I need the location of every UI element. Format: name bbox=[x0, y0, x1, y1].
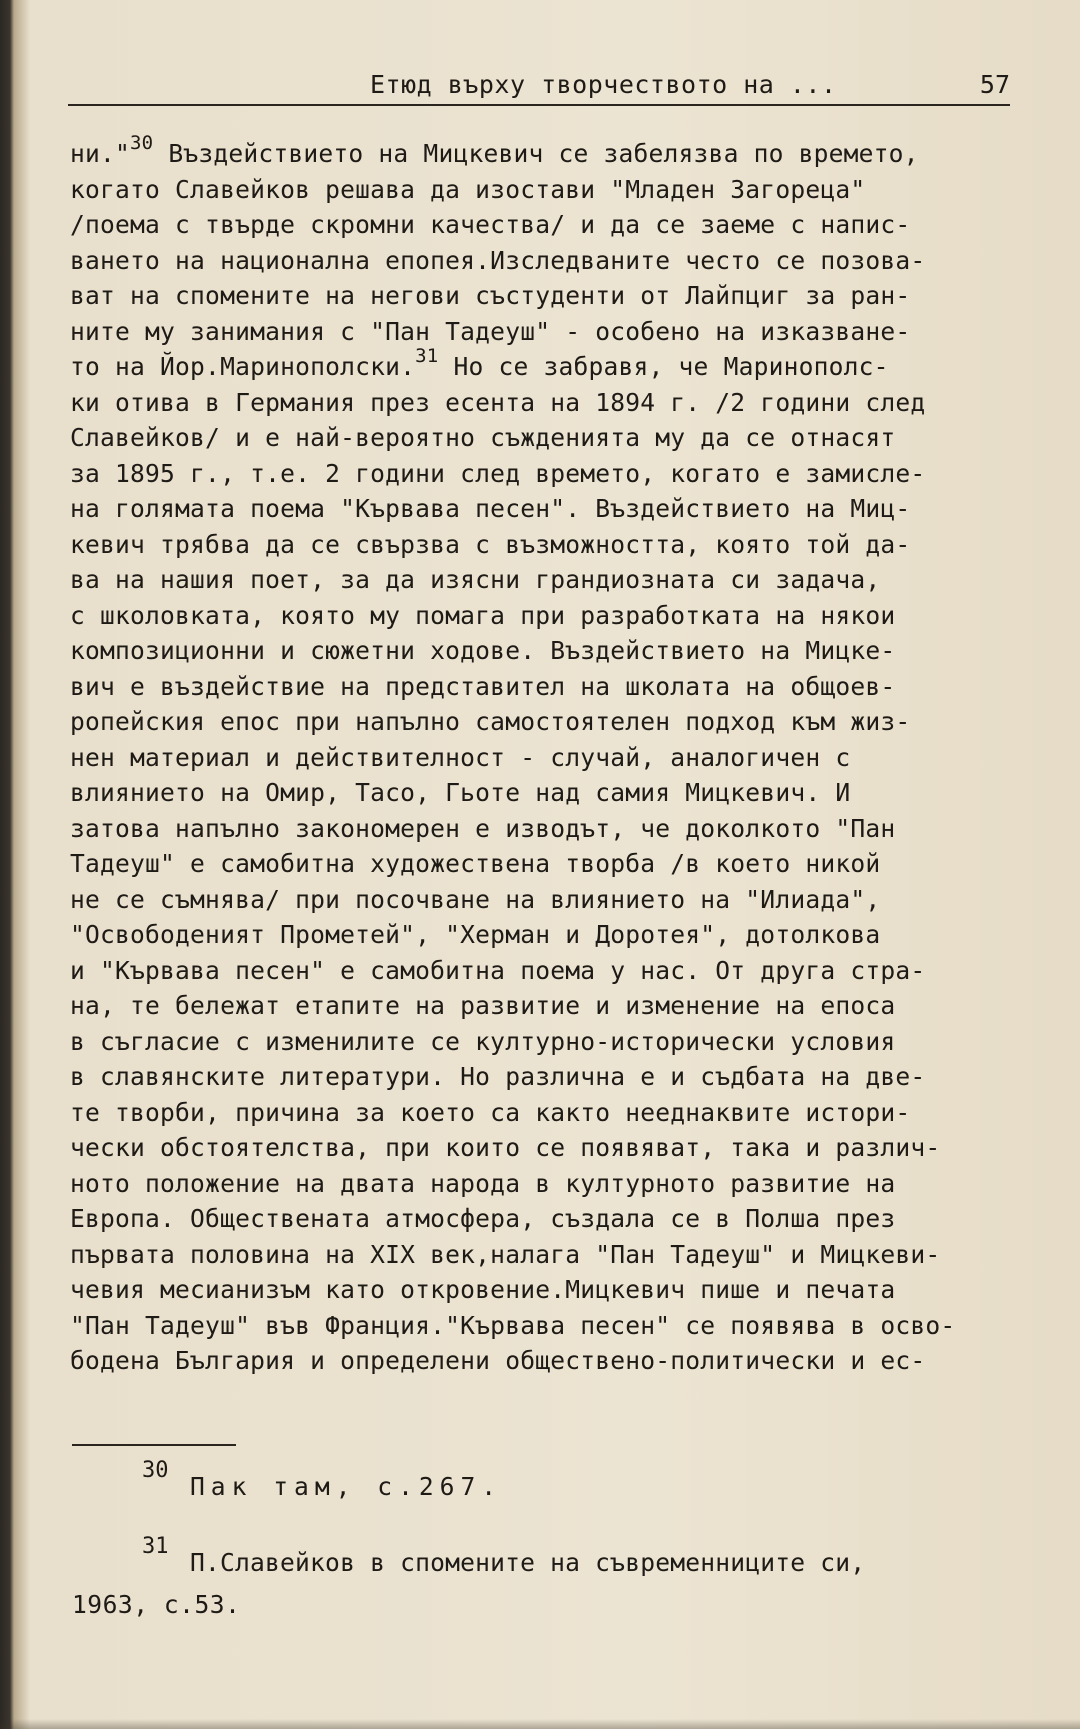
text-line: за 1895 г., т.е. 2 години след времето, когато е замисле- bbox=[70, 458, 926, 488]
running-header-title: Етюд върху творчеството на ... bbox=[370, 70, 837, 99]
body-text bbox=[70, 131, 1030, 1379]
text-line: Славейков/ и е най-вероятно съжденията му да се отнасят bbox=[70, 423, 896, 452]
footnote-separator bbox=[72, 1444, 236, 1446]
text-line: в съгласие с изменилите се културно-исторически условия bbox=[70, 1026, 896, 1056]
text-line: влиянието на Омир, Тасо, Гьоте над самия Мицкевич. И bbox=[70, 778, 851, 807]
text-line: на, те бележат етапите на развитие и изменение на епоса bbox=[70, 991, 896, 1020]
text-line: ването на национална епопея.Изследваните често се позова- bbox=[70, 245, 926, 275]
text-line: чевия месианизъм като откровение.Мицкевич пише и печата bbox=[70, 1275, 896, 1304]
text-segment: Но се забравя, че Маринополс- bbox=[438, 352, 889, 381]
text-line: Европа. Обществената атмосфера, създала се в Полша през bbox=[70, 1204, 896, 1233]
text-line: ните му занимания с "Пан Тадеуш" - особено на изказване- bbox=[70, 316, 911, 346]
text-line: ва на нашия поет, за да изясни грандиозната си задача, bbox=[70, 565, 881, 594]
text-line: в славянските литератури. Но различна е и съдбата на две- bbox=[70, 1062, 926, 1091]
text-line bbox=[70, 131, 1030, 172]
text-line: /поема с твърде скромни качества/ и да се заеме с напис- bbox=[70, 210, 911, 239]
text-line: затова напълно закономерен е изводът, че доколкото "Пан bbox=[70, 813, 896, 843]
text-segment: Въздействието на Мицкевич се забелязва по времето, bbox=[153, 139, 919, 168]
text-line: ват на спомените на негови състуденти от Лайпциг за ран- bbox=[70, 281, 911, 310]
footnote-reference: 31 bbox=[415, 344, 439, 367]
text-line: Тадеуш" е самобитна художествена творба /в което никой bbox=[70, 849, 881, 878]
text-segment: то на Йор.Маринополски. bbox=[70, 352, 416, 381]
footnote-31 bbox=[72, 1534, 1032, 1634]
text-line: бодена България и определени обществено-политически и ес- bbox=[70, 1346, 926, 1375]
text-line: чески обстоятелства, при които се появяват, така и различ- bbox=[70, 1133, 941, 1162]
footnote-reference: 30 bbox=[130, 131, 154, 154]
text-line: с школовката, която му помага при разработката на някои bbox=[70, 600, 896, 630]
page-number: 57 bbox=[979, 70, 1010, 99]
text-line: първата половина на XIX век,налага "Пан Тадеуш" и Мицкеви- bbox=[70, 1239, 941, 1269]
text-line: не се съмнява/ при посочване на влиянието на "Илиада", bbox=[70, 884, 881, 914]
footnote-text: П.Славейков в спомените на съвременниците си, bbox=[190, 1548, 866, 1577]
text-line: ното положение на двата народа в културното развитие на bbox=[70, 1168, 896, 1198]
footnote-number: 30 bbox=[142, 1458, 169, 1483]
text-line: когато Славейков решава да изостави "Младен Загореца" bbox=[70, 174, 866, 204]
text-line: и "Кървава песен" е самобитна поема у нас. От друга стра- bbox=[70, 955, 926, 985]
text-line bbox=[70, 344, 1030, 385]
text-line: ки отива в Германия през есента на 1894 г. /2 години след bbox=[70, 387, 926, 417]
footnote-30 bbox=[72, 1458, 1032, 1538]
text-line: "Пан Тадеуш" във Франция."Кървава песен" се появява в осво- bbox=[70, 1310, 956, 1340]
footnote-text-continuation: 1963, с.53. bbox=[72, 1590, 241, 1619]
text-line: на голямата поема "Кървава песен". Въздействието на Миц- bbox=[70, 494, 911, 523]
text-line: ропейския епос при напълно самостоятелен подход към жиз- bbox=[70, 707, 911, 736]
text-line: композиционни и сюжетни ходове. Въздействието на Мицке- bbox=[70, 636, 896, 665]
text-line: "Освободеният Прометей", "Херман и Доротея", дотолкова bbox=[70, 920, 881, 949]
footnote-number: 31 bbox=[142, 1534, 169, 1559]
text-line: вич е въздействие на представител на школата на общоев- bbox=[70, 671, 896, 701]
text-line: те творби, причина за което са както нееднаквите истори- bbox=[70, 1097, 911, 1127]
text-line: кевич трябва да се свързва с възможността, която той да- bbox=[70, 529, 911, 559]
text-segment: ни." bbox=[70, 139, 131, 168]
running-header bbox=[68, 70, 1010, 106]
text-line: нен материал и действителност - случай, аналогичен с bbox=[70, 742, 851, 772]
footnote-text: Пак там, с.267. bbox=[190, 1472, 503, 1501]
